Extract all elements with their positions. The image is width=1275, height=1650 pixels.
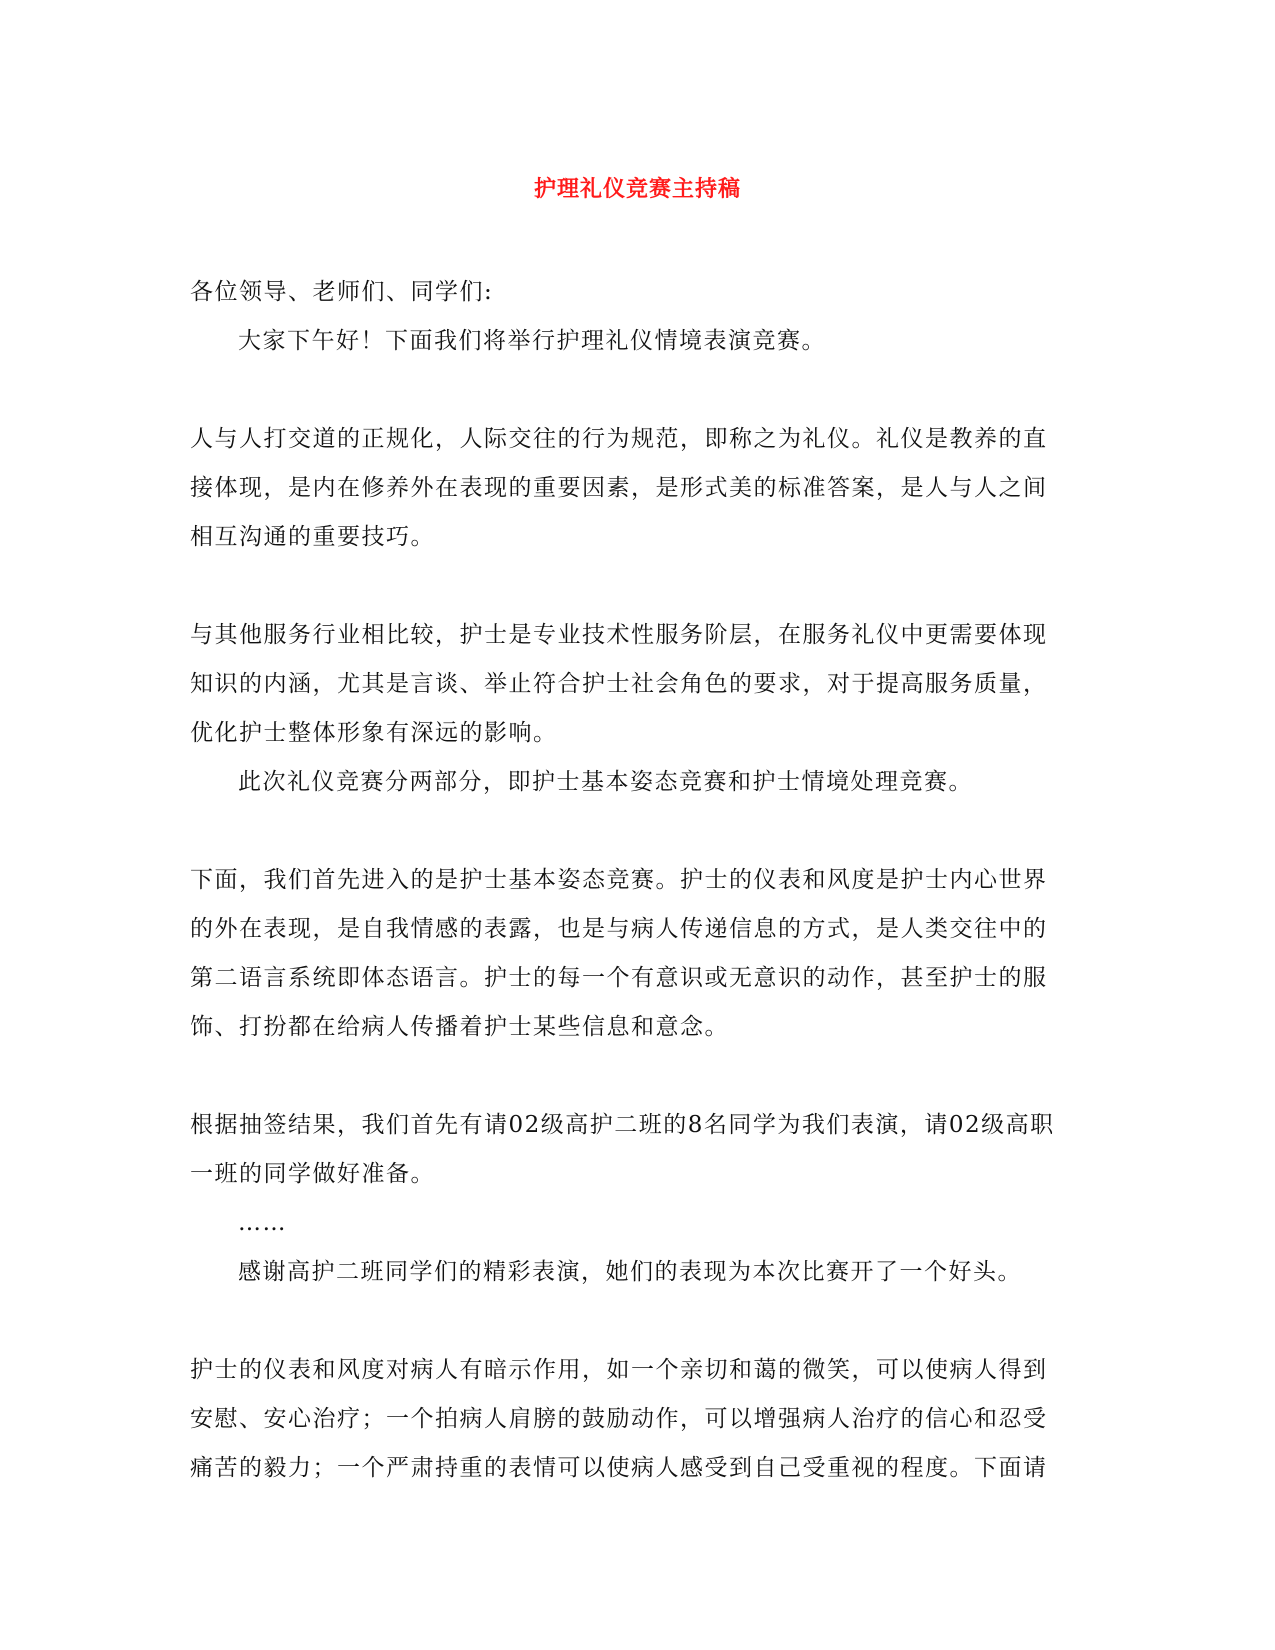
etiquette-definition-paragraph: 人与人打交道的正规化，人际交往的行为规范，即称之为礼仪。礼仪是教养的直接体现，是内在修养外在表现的重要因素，是形式美的标准答案，是人与人之间相互沟通的重要技巧。: [190, 426, 1048, 550]
salutation-paragraph: 各位领导、老师们、同学们:: [190, 279, 494, 305]
thanks-paragraph: 感谢高护二班同学们的精彩表演，她们的表现为本次比赛开了一个好头。: [238, 1259, 1022, 1285]
ellipsis-paragraph: ……: [238, 1210, 287, 1236]
demeanor-effect-paragraph: 护士的仪表和风度对病人有暗示作用，如一个亲切和蔼的微笑，可以使病人得到安慰、安心治疗；一个拍病人肩膀的鼓励动作，可以增强病人治疗的信心和忍受痛苦的毅力；一个严肃持重的表情可以使病人感受到自己受重视的程度。下面请: [190, 1357, 1048, 1481]
greeting-paragraph: 大家下午好！下面我们将举行护理礼仪情境表演竞赛。: [238, 328, 826, 354]
nurse-service-paragraph: 与其他服务行业相比较，护士是专业技术性服务阶层，在服务礼仪中更需要体现知识的内涵，尤其是言谈、举止符合护士社会角色的要求，对于提高服务质量，优化护士整体形象有深远的影响。: [190, 622, 1048, 746]
draw-result-paragraph: 根据抽签结果，我们首先有请02级高护二班的8名同学为我们表演，请02级高职一班的同学做好准备。: [190, 1112, 1055, 1187]
competition-parts-paragraph: 此次礼仪竞赛分两部分，即护士基本姿态竞赛和护士情境处理竞赛。: [238, 769, 973, 795]
document-title: 护理礼仪竞赛主持稿: [533, 176, 741, 202]
basic-posture-paragraph: 下面，我们首先进入的是护士基本姿态竞赛。护士的仪表和风度是护士内心世界的外在表现，是自我情感的表露，也是与病人传递信息的方式，是人类交往中的第二语言系统即体态语言。护士的每一个有意识或无意识的动作，甚至护士的服饰、打扮都在给病人传播着护士某些信息和意念。: [190, 867, 1048, 1040]
document-body: [190, 268, 1070, 1493]
